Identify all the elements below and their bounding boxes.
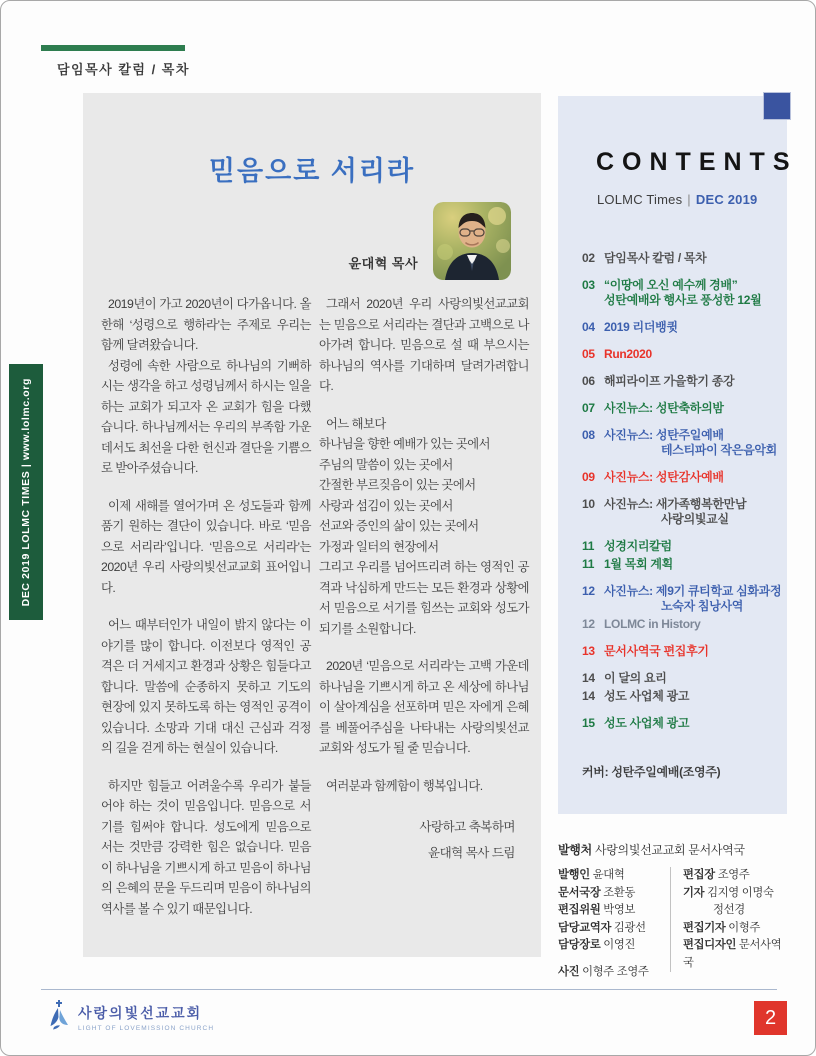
church-logo-text: [78, 1003, 214, 1032]
paragraph: 2020년 ‘믿음으로 서리라’는 고백 가운데 하나님을 기쁘시게 하고 온 세상에 하나님이 살아계심을 선포하며 믿은 자에게 은혜를 베풀어주심을 나타내는 사랑의빛선교교회와 성도가 될 줄 믿습니다.: [319, 659, 529, 755]
paragraph: 여러분과 함께함이 행복입니다.: [326, 778, 483, 793]
side-edition-tab: [9, 364, 43, 620]
paragraph: 이제 새해를 열어가며 온 성도들과 함께 품기 원하는 결단이 있습니다. 바로 ‘믿음으로 서리라’입니다. ‘믿음으로 서리라’는 2020년 우리 사랑의빛선교교회 표어입니다.: [101, 498, 311, 595]
footer-divider: [41, 989, 777, 990]
toc-item[interactable]: 09 사진뉴스: 성탄감사예배: [582, 470, 724, 484]
pastor-photo: [433, 202, 511, 280]
credit-row: 담당교역자 김광선: [558, 921, 646, 934]
toc-item[interactable]: 10 사진뉴스: 새가족행복한만남 사랑의빛교실: [582, 497, 747, 526]
credit-row: 편집디자인 문서사역국: [683, 939, 782, 969]
contents-panel: [558, 96, 798, 814]
toc-item[interactable]: 08 사진뉴스: 성탄주일예배 테스티파이 작은음악회: [582, 428, 777, 457]
poem-line: 선교와 증인의 삶이 있는 곳에서: [319, 519, 479, 533]
church-name-kr: 사랑의빛선교교회: [78, 1005, 203, 1021]
article-column-right: [319, 294, 529, 919]
poem-line: 어느 해보다: [326, 416, 386, 431]
toc-item[interactable]: 15 성도 사업체 광고: [582, 716, 690, 730]
credit-row: 편집위원 박영보: [558, 904, 636, 916]
brand-label: LOLMC Times: [597, 192, 683, 207]
toc-item[interactable]: 11 1월 목회 계획: [582, 557, 673, 571]
contents-heading: CONTENTS: [596, 148, 798, 176]
contents-subtitle: [597, 192, 787, 207]
toc-item[interactable]: 14 성도 사업체 광고: [582, 689, 690, 703]
poem-line: 사랑과 섬김이 있는 곳에서: [319, 498, 453, 513]
separator: |: [687, 192, 691, 207]
section-accent-bar: [41, 45, 185, 51]
corner-accent-square: [763, 92, 791, 120]
toc-item[interactable]: 05 Run2020: [582, 347, 652, 361]
credits-block: [558, 867, 790, 972]
credit-row: 문서국장 조환동: [558, 886, 636, 899]
cover-credit: 커버: 성탄주일예배(조영주): [582, 765, 721, 779]
publisher-label: 발행처: [558, 843, 592, 857]
photo-credit: 사진 이형주 조영주: [558, 966, 649, 978]
credits-right-column: [670, 867, 790, 972]
credit-row: 편집장 조영주: [683, 869, 750, 881]
poem-line: 하나님을 향한 예배가 있는 곳에서: [319, 437, 490, 451]
publisher-line: [558, 841, 790, 858]
page-number-badge: 2: [754, 1001, 787, 1035]
issue-label: DEC 2019: [695, 192, 758, 207]
poem-block: [319, 414, 529, 640]
toc-item[interactable]: 12 LOLMC in History: [582, 617, 701, 631]
toc-item[interactable]: 14 이 달의 요리: [582, 671, 667, 685]
toc-item[interactable]: 04 2019 리더뱅큇: [582, 320, 678, 334]
paragraph: 하지만 힘들고 어려울수록 우리가 붙들어야 하는 것이 믿음입니다. 믿음으로 서기를 힘써야 합니다. 성도에게 믿음으로 서는 것만큼 강력한 힘은 없습니다. 믿음이 하나님을 기쁘시게 하고 믿음이 하나님의 은혜의 문을 두드리며 믿음이 하나님의 역사를 볼 수 있기 때문입니다.: [101, 778, 311, 916]
signoff-line: 윤대혁 목사 드림: [428, 846, 515, 860]
article-columns: [83, 280, 541, 919]
church-logo-icon: [47, 999, 71, 1036]
poem-line: 가정과 일터의 현장에서: [319, 539, 439, 554]
church-name-en: LIGHT OF LOVEMISSION CHURCH: [78, 1025, 215, 1032]
article-column-left: [101, 294, 311, 919]
poem-line: 주님의 말씀이 있는 곳에서: [319, 457, 453, 472]
toc-item[interactable]: 07 사진뉴스: 성탄축하의밤: [582, 401, 724, 415]
table-of-contents: [582, 251, 787, 731]
article-title: 믿음으로 서리라: [208, 156, 416, 186]
toc-item[interactable]: 12 사진뉴스: 제9기 큐티학교 심화과정 노숙자 침낭사역: [582, 584, 782, 613]
church-logo: [47, 999, 214, 1036]
paragraph: 어느 때부터인가 내일이 밝지 않다는 이야기를 많이 합니다. 이전보다 영적인 공격은 더 거세지고 환경과 상황은 힘들다고 합니다. 말씀에 순종하지 못하고 기도의 현장에 있지 못하도록 하는 영적인 공격이 있습니다. 소망과 기대 대신 근심과 걱정의 길을 걷게 하는 현실이 있습니다.: [101, 618, 311, 755]
author-name: 윤대혁 목사: [348, 256, 418, 271]
signoff-line: 사랑하고 축복하며: [419, 820, 515, 834]
toc-item[interactable]: 06 해피라이프 가을학기 종강: [582, 374, 735, 388]
publisher-value: 사랑의빛선교교회 문서사역국: [594, 843, 745, 857]
signoff: [319, 814, 529, 866]
credit-row: 발행인 윤대혁: [558, 869, 625, 881]
toc-item[interactable]: 11 성경지리칼럼: [582, 539, 672, 553]
credit-row: 담당장로 이영진: [558, 939, 636, 951]
side-edition-text: DEC 2019 LOLMC TIMES | www.lolmc.org: [20, 377, 32, 607]
toc-item[interactable]: 13 문서사역국 편집후기: [582, 644, 709, 658]
poem-line: 간절한 부르짖음이 있는 곳에서: [319, 478, 476, 492]
toc-item[interactable]: 02 담임목사 칼럼 / 목차: [582, 251, 707, 265]
credit-row: 편집기자 이형주: [683, 921, 761, 934]
paragraph: 성령에 속한 사람으로 하나님의 기뻐하시는 생각을 하고 성령님께서 하시는 일을 하는 교회가 되고자 온 교회가 힘을 다했습니다. 하나님께서는 우리의 부족함 가운데서도 최선을 다한 헌신과 결단을 기쁨으로 받아주셨습니다.: [101, 358, 311, 475]
paragraph: 그래서 2020년 우리 사랑의빛선교교회는 믿음으로 서리라는 결단과 고백으로 나아가려 합니다. 믿음으로 설 때 부으시는 하나님의 역사를 기대하며 달려가려합니다.: [319, 297, 529, 393]
author-row: [83, 200, 541, 280]
section-kicker: 담임목사 칼럼 / 목차: [57, 62, 190, 77]
credit-row: 정선경: [713, 904, 745, 916]
credit-row: 기자 김지영 이명숙: [683, 886, 774, 899]
credits-left-column: [558, 867, 670, 972]
paragraph: 2019년이 가고 2020년이 다가옵니다. 올 한해 ‘성령으로 행하라’는 주제로 우리는 함께 달려왔습니다.: [101, 297, 311, 352]
pastor-column-article: [83, 93, 541, 957]
toc-item[interactable]: 03 “이땅에 오신 예수께 경배” 성탄예배와 행사로 풍성한 12월: [582, 278, 762, 307]
poem-line: 그리고 우리를 넘어뜨리려 하는 영적인 공격과 낙심하게 만드는 모든 환경과 상황에서 믿음으로 서기를 힘쓰는 교회와 성도가 되기를 소원합니다.: [319, 560, 529, 636]
